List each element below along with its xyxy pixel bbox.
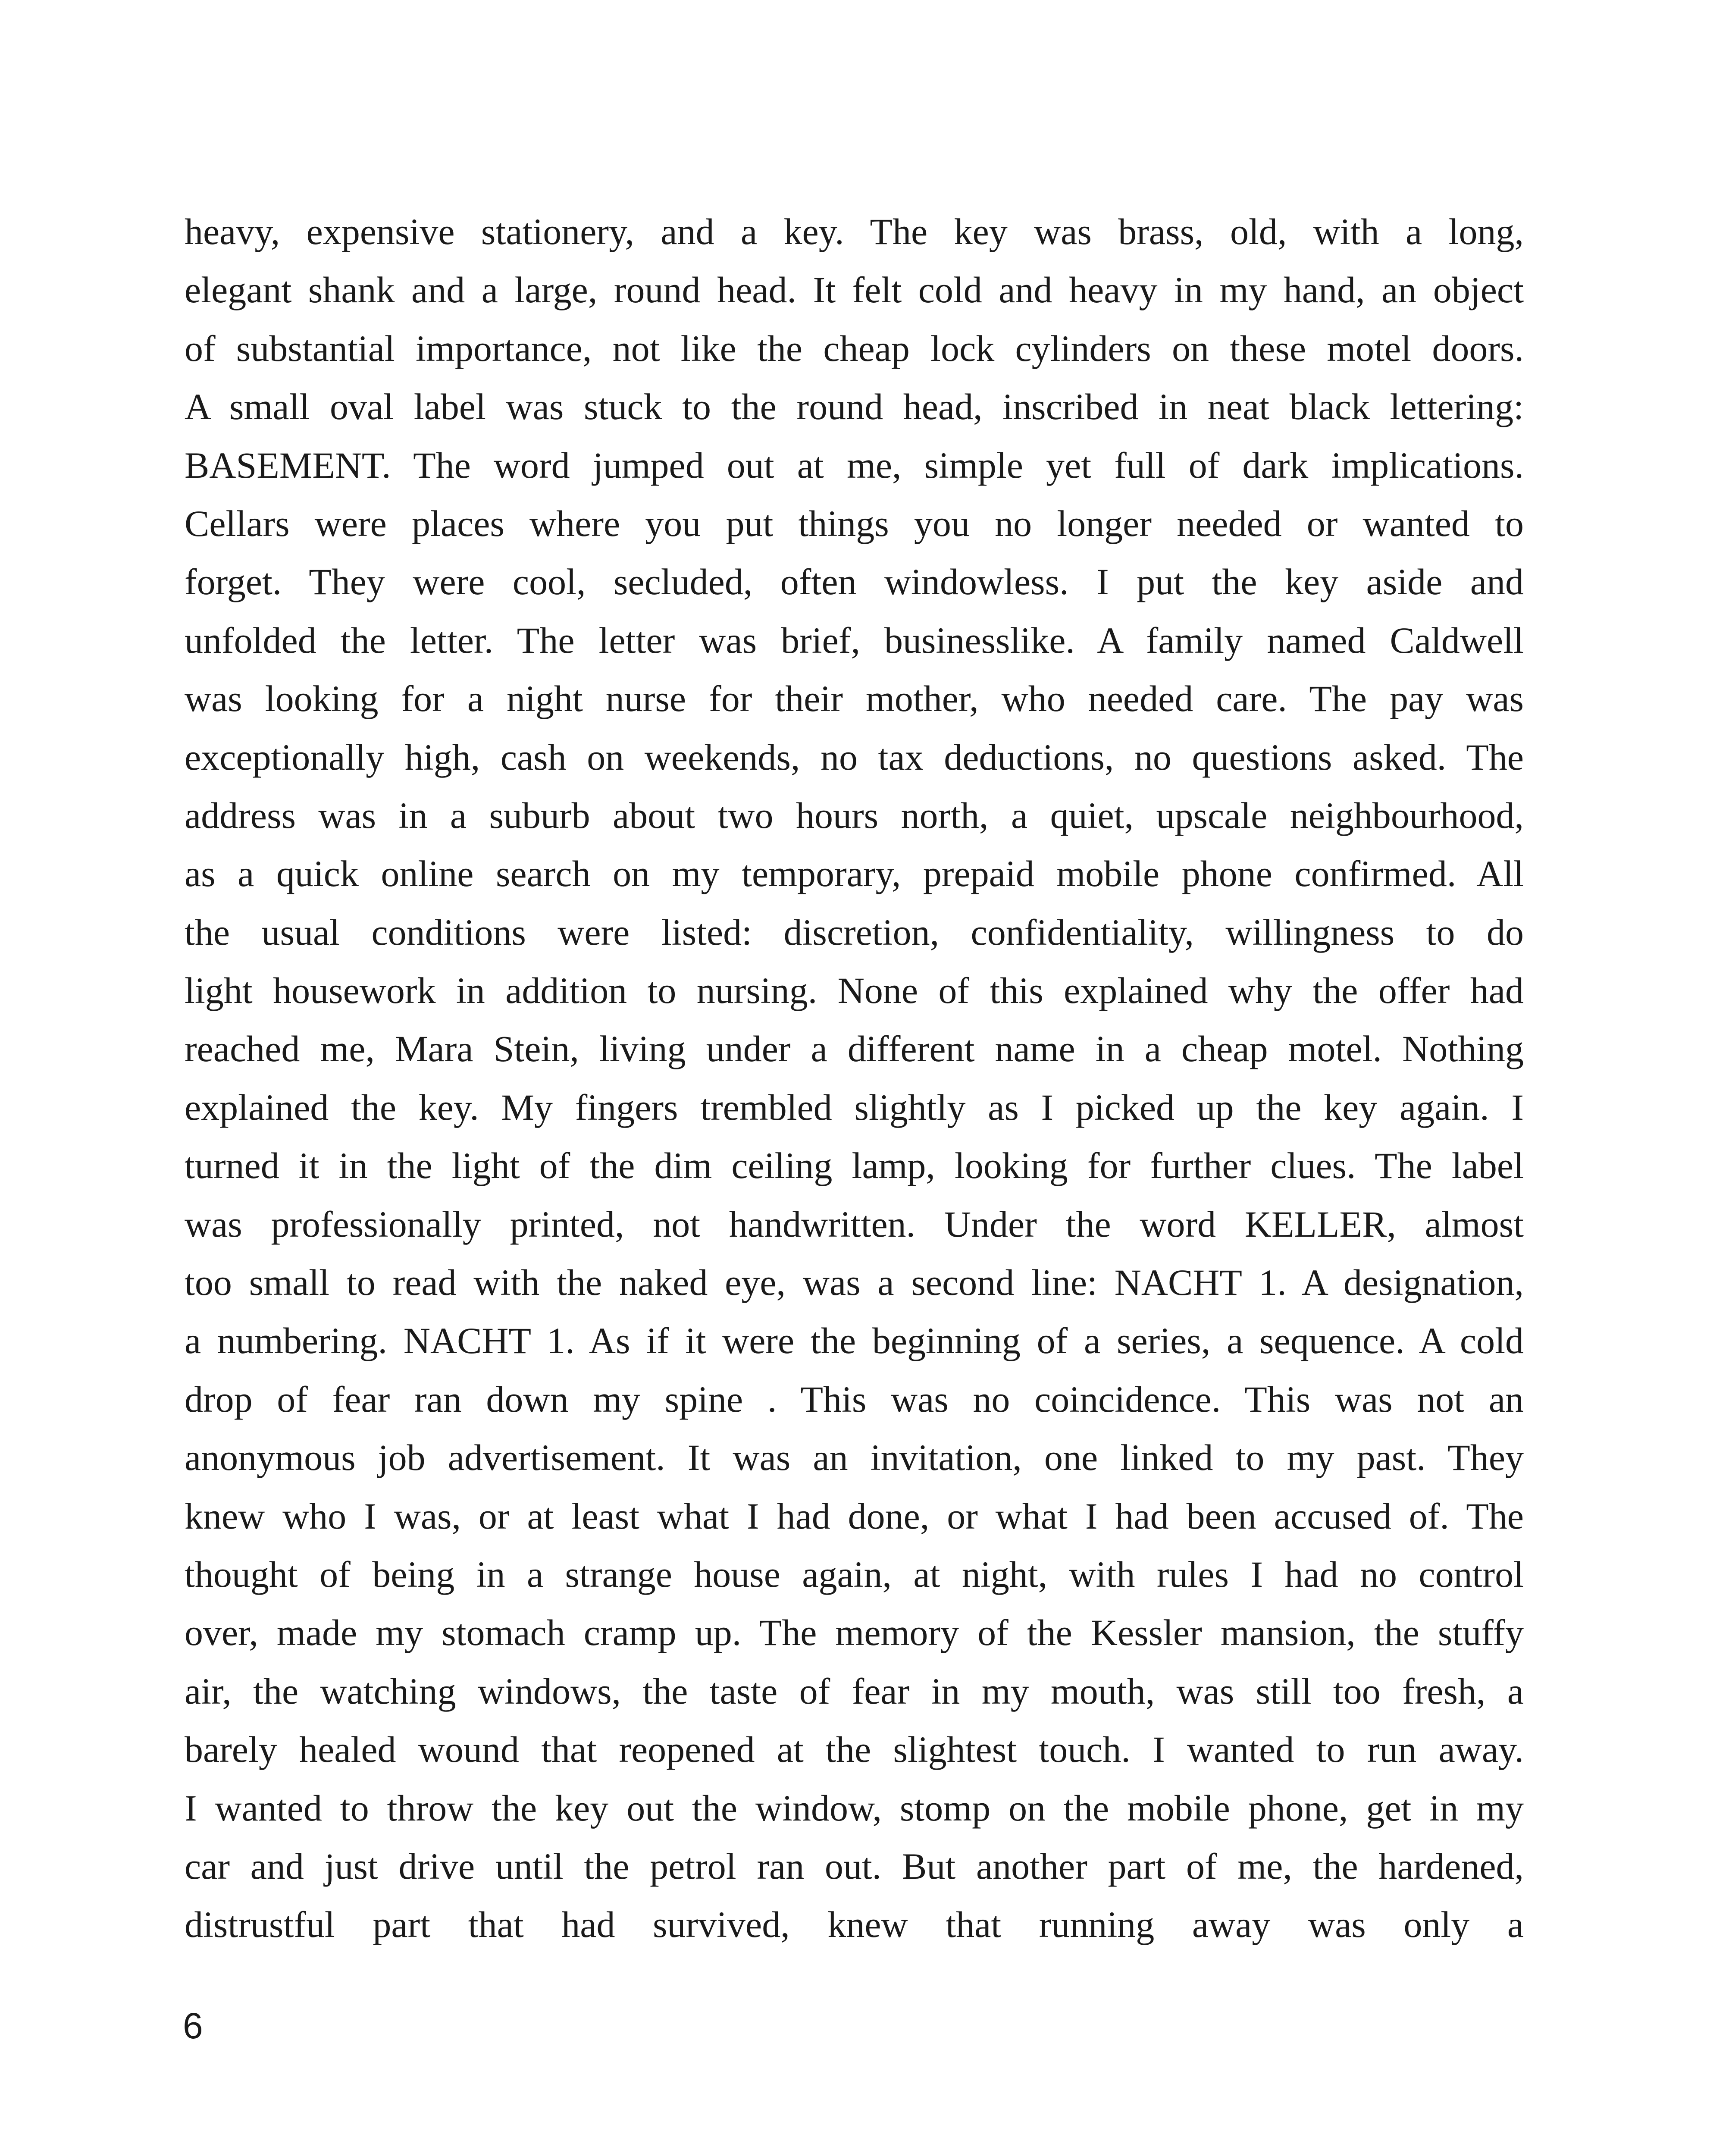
text-line: car and just drive until the petrol ran out. But another part of me, the hardened, [185, 1845, 1524, 1887]
text-line: anonymous job advertisement. It was an invitation, one linked to my past. They [185, 1437, 1524, 1479]
text-line: BASEMENT. The word jumped out at me, simple yet full of dark implications. [185, 444, 1524, 486]
page-number: 6 [183, 2006, 203, 2046]
text-line: Cellars were places where you put things you no longer needed or wanted to [185, 502, 1524, 544]
text-line: exceptionally high, cash on weekends, no tax deductions, no questions asked. The [185, 736, 1524, 778]
text-line: was professionally printed, not handwritten. Under the word KELLER, almost [185, 1203, 1524, 1245]
text-line: light housework in addition to nursing. None of this explained why the offer had [185, 970, 1524, 1012]
text-line: reached me, Mara Stein, living under a different name in a cheap motel. Nothing [185, 1028, 1524, 1070]
text-line: too small to read with the naked eye, was a second line: NACHT 1. A designation, [185, 1262, 1524, 1304]
text-line: A small oval label was stuck to the round head, inscribed in neat black lettering: [185, 386, 1524, 428]
text-line: elegant shank and a large, round head. It felt cold and heavy in my hand, an object [185, 269, 1524, 311]
text-line: over, made my stomach cramp up. The memory of the Kessler mansion, the stuffy [185, 1612, 1524, 1654]
text-line: thought of being in a strange house again, at night, with rules I had no control [185, 1553, 1524, 1595]
text-line: unfolded the letter. The letter was brief, businesslike. A family named Caldwell [185, 619, 1524, 661]
text-line: heavy, expensive stationery, and a key. The key was brass, old, with a long, [185, 211, 1524, 252]
text-line: barely healed wound that reopened at the slightest touch. I wanted to run away. [185, 1729, 1524, 1771]
body-text [185, 203, 1524, 1971]
text-line: of substantial importance, not like the cheap lock cylinders on these motel doors. [185, 327, 1524, 369]
text-line: turned it in the light of the dim ceiling lamp, looking for further clues. The label [185, 1145, 1524, 1187]
text-line: explained the key. My fingers trembled slightly as I picked up the key again. I [185, 1086, 1524, 1128]
text-line: was looking for a night nurse for their mother, who needed care. The pay was [185, 678, 1524, 720]
text-line: forget. They were cool, secluded, often windowless. I put the key aside and [185, 561, 1524, 603]
text-line: a numbering. NACHT 1. As if it were the beginning of a series, a sequence. A cold [185, 1320, 1524, 1362]
text-line: drop of fear ran down my spine . This was no coincidence. This was not an [185, 1378, 1524, 1420]
text-line: I wanted to throw the key out the window, stomp on the mobile phone, get in my [185, 1787, 1524, 1829]
text-line: address was in a suburb about two hours north, a quiet, upscale neighbourhood, [185, 794, 1524, 836]
text-line: as a quick online search on my temporary, prepaid mobile phone confirmed. All [185, 853, 1524, 895]
text-line: distrustful part that had survived, knew that running away was only a [185, 1904, 1524, 1946]
text-line: knew who I was, or at least what I had done, or what I had been accused of. The [185, 1495, 1524, 1537]
text-line: air, the watching windows, the taste of fear in my mouth, was still too fresh, a [185, 1670, 1524, 1712]
text-line: the usual conditions were listed: discretion, confidentiality, willingness to do [185, 911, 1524, 953]
